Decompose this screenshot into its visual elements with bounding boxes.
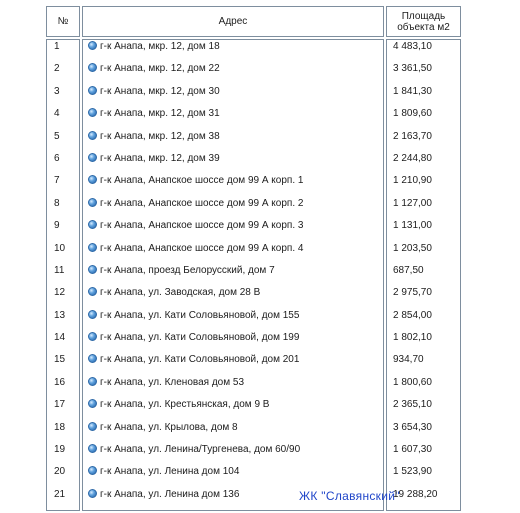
row-address [83, 488, 400, 510]
row-address [83, 353, 383, 375]
row-address [83, 421, 383, 443]
globe-bullet-icon [88, 377, 97, 386]
address-text: г-к Анапа, ул. Заводская, дом 28 В [100, 287, 261, 299]
row-number: 18 [54, 421, 66, 433]
row-address [83, 174, 383, 196]
address-text: г-к Анапа, мкр. 12, дом 38 [100, 130, 220, 142]
row-address [83, 130, 383, 152]
address-text: г-к Анапа, ул. Ленина дом 136 [100, 488, 240, 500]
address-text: г-к Анапа, ул. Крылова, дом 8 [100, 421, 238, 433]
row-address [83, 152, 383, 174]
area-column [386, 39, 461, 511]
row-number: 11 [54, 264, 65, 276]
row-number: 3 [54, 85, 60, 97]
row-area: 1 809,60 [393, 108, 432, 120]
row-area: 1 127,00 [393, 197, 432, 209]
row-address [83, 62, 383, 84]
row-area: 1 203,50 [393, 242, 432, 254]
row-number: 13 [54, 309, 66, 321]
row-address [83, 398, 383, 420]
row-area: 4 483,10 [393, 41, 432, 52]
row-address [83, 286, 383, 308]
address-text: г-к Анапа, Анапское шоссе дом 99 А корп. 4 [100, 242, 304, 254]
row-number: 17 [54, 399, 66, 411]
address-text: г-к Анапа, ул. Кати Соловьяновой, дом 199 [100, 332, 300, 344]
row-address [83, 242, 383, 264]
row-number: 6 [54, 152, 60, 164]
globe-bullet-icon [88, 422, 97, 431]
row-number: 4 [54, 108, 60, 120]
globe-bullet-icon [88, 108, 97, 117]
globe-bullet-icon [88, 63, 97, 72]
row-area: 2 975,70 [393, 287, 432, 299]
address-text: г-к Анапа, ул. Кати Соловьяновой, дом 155 [100, 309, 300, 321]
number-column [46, 39, 80, 511]
address-text: г-к Анапа, Анапское шоссе дом 99 А корп. 3 [100, 220, 304, 232]
row-area: 2 244,80 [393, 152, 432, 164]
row-address [83, 264, 383, 286]
row-area: 1 131,00 [393, 220, 432, 232]
row-number: 8 [54, 197, 60, 209]
address-text: г-к Анапа, мкр. 12, дом 18 [100, 41, 220, 52]
row-number: 12 [54, 287, 66, 299]
row-address [83, 197, 383, 219]
globe-bullet-icon [88, 354, 97, 363]
number-list [47, 40, 79, 510]
row-number: 5 [54, 130, 60, 142]
row-address [83, 465, 383, 487]
address-text: г-к Анапа, Анапское шоссе дом 99 А корп. 1 [100, 175, 304, 187]
area-list [387, 40, 460, 510]
globe-bullet-icon [88, 175, 97, 184]
globe-bullet-icon [88, 131, 97, 140]
row-area: 1 523,90 [393, 466, 432, 478]
row-area: 1 802,10 [393, 332, 432, 344]
row-area: 2 163,70 [393, 130, 432, 142]
row-number: 20 [54, 466, 66, 478]
address-text: г-к Анапа, мкр. 12, дом 39 [100, 152, 220, 164]
address-text: г-к Анапа, мкр. 12, дом 31 [100, 108, 220, 120]
globe-bullet-icon [88, 243, 97, 252]
globe-bullet-icon [88, 287, 97, 296]
row-address [83, 107, 383, 129]
globe-bullet-icon [88, 153, 97, 162]
row-number: 16 [54, 376, 66, 388]
address-text: г-к Анапа, мкр. 12, дом 22 [100, 63, 220, 75]
complex-note: ЖК "Славянский" [299, 488, 400, 503]
address-text: г-к Анапа, ул. Ленина дом 104 [100, 466, 240, 478]
header-area-line1: Площадь [401, 10, 446, 22]
row-area: 2 854,00 [393, 309, 432, 321]
row-address [83, 219, 383, 241]
row-number: 1 [54, 41, 60, 52]
globe-bullet-icon [88, 220, 97, 229]
header-area [386, 6, 461, 37]
address-text: г-к Анапа, проезд Белорусский, дом 7 [100, 264, 275, 276]
body-row [46, 39, 461, 511]
row-area: 19 288,20 [393, 488, 438, 500]
globe-bullet-icon [88, 198, 97, 207]
row-area: 1 841,30 [393, 85, 432, 97]
globe-bullet-icon [88, 265, 97, 274]
header-row [46, 6, 461, 37]
globe-bullet-icon [88, 444, 97, 453]
header-number: № [46, 6, 80, 37]
row-number: 7 [54, 175, 60, 187]
row-number: 19 [54, 444, 66, 456]
address-text: г-к Анапа, ул. Кленовая дом 53 [100, 376, 245, 388]
row-address [83, 331, 383, 353]
address-column [82, 39, 400, 511]
globe-bullet-icon [88, 466, 97, 475]
address-text: г-к Анапа, Анапское шоссе дом 99 А корп. 2 [100, 197, 304, 209]
row-address [83, 443, 383, 465]
row-area: 3 361,50 [393, 63, 432, 75]
row-area: 2 365,10 [393, 399, 432, 411]
objects-table [44, 4, 463, 513]
row-number: 9 [54, 220, 60, 232]
globe-bullet-icon [88, 399, 97, 408]
row-address [83, 309, 383, 331]
address-text: г-к Анапа, мкр. 12, дом 30 [100, 85, 220, 97]
row-area: 1 210,90 [393, 175, 432, 187]
globe-bullet-icon [88, 310, 97, 319]
row-area: 687,50 [393, 264, 424, 276]
row-area: 3 654,30 [393, 421, 432, 433]
header-area-line2: объекта м2 [397, 21, 450, 33]
row-number: 10 [54, 242, 66, 254]
row-area: 1 607,30 [393, 444, 432, 456]
row-address [83, 40, 383, 62]
globe-bullet-icon [88, 41, 97, 50]
address-list [83, 40, 400, 510]
row-number: 21 [54, 488, 66, 500]
header-address: Адрес [82, 6, 384, 37]
globe-bullet-icon [88, 489, 97, 498]
row-number: 15 [54, 354, 66, 366]
objects-table-wrapper [44, 4, 463, 513]
row-address [83, 85, 383, 107]
row-address [83, 376, 383, 398]
address-text: г-к Анапа, ул. Кати Соловьяновой, дом 201 [100, 354, 300, 366]
address-text: г-к Анапа, ул. Крестьянская, дом 9 В [100, 399, 270, 411]
row-area: 1 800,60 [393, 376, 432, 388]
row-area: 934,70 [393, 354, 424, 366]
row-number: 14 [54, 332, 66, 344]
globe-bullet-icon [88, 332, 97, 341]
globe-bullet-icon [88, 86, 97, 95]
address-text: г-к Анапа, ул. Ленина/Тургенева, дом 60/90 [100, 444, 301, 456]
row-number: 2 [54, 63, 60, 75]
